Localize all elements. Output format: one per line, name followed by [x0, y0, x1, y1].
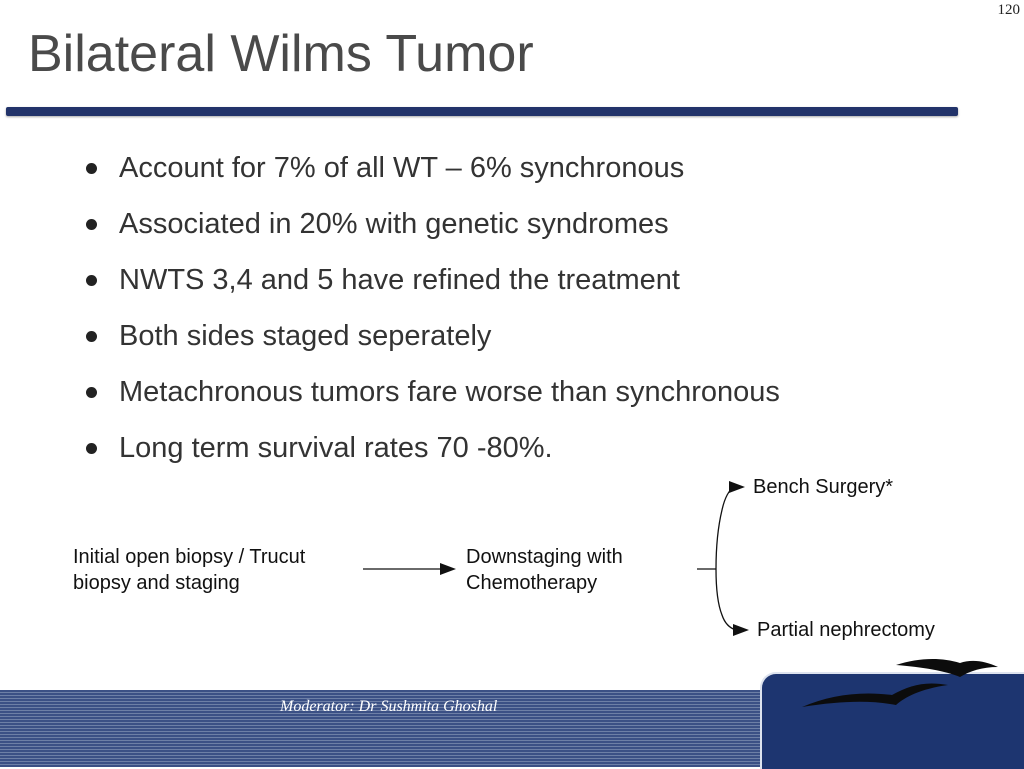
- slide-title: Bilateral Wilms Tumor: [28, 25, 534, 83]
- flow-branch-partial-nephrectomy: Partial nephrectomy: [757, 619, 935, 641]
- branch-connector: [697, 487, 736, 630]
- flow-step-initial-line1: Initial open biopsy / Trucut: [73, 546, 306, 568]
- bullet-text: Metachronous tumors fare worse than synchronous: [119, 375, 780, 408]
- bullet-text: NWTS 3,4 and 5 have refined the treatment: [119, 263, 680, 296]
- bullet-text: Long term survival rates 70 -80%.: [119, 431, 553, 464]
- bullet-text: Account for 7% of all WT – 6% synchronous: [119, 151, 685, 184]
- birds-logo-icon: [800, 655, 1000, 715]
- flow-step-downstaging-line2: Chemotherapy: [466, 572, 598, 594]
- flow-branch-bench-surgery: Bench Surgery*: [753, 476, 894, 498]
- bullet-text: Associated in 20% with genetic syndromes: [119, 207, 669, 240]
- flow-step-downstaging-line1: Downstaging with: [466, 546, 623, 568]
- arrow-to-partial-nephrectomy: [733, 624, 749, 636]
- moderator-credit: Moderator: Dr Sushmita Ghoshal: [280, 698, 498, 715]
- arrow-to-downstaging: [363, 563, 456, 575]
- slide-number: 120: [997, 2, 1020, 18]
- flow-step-initial-line2: biopsy and staging: [73, 572, 240, 594]
- bullet-text: Both sides staged seperately: [119, 319, 492, 352]
- arrow-to-bench-surgery: [729, 481, 745, 493]
